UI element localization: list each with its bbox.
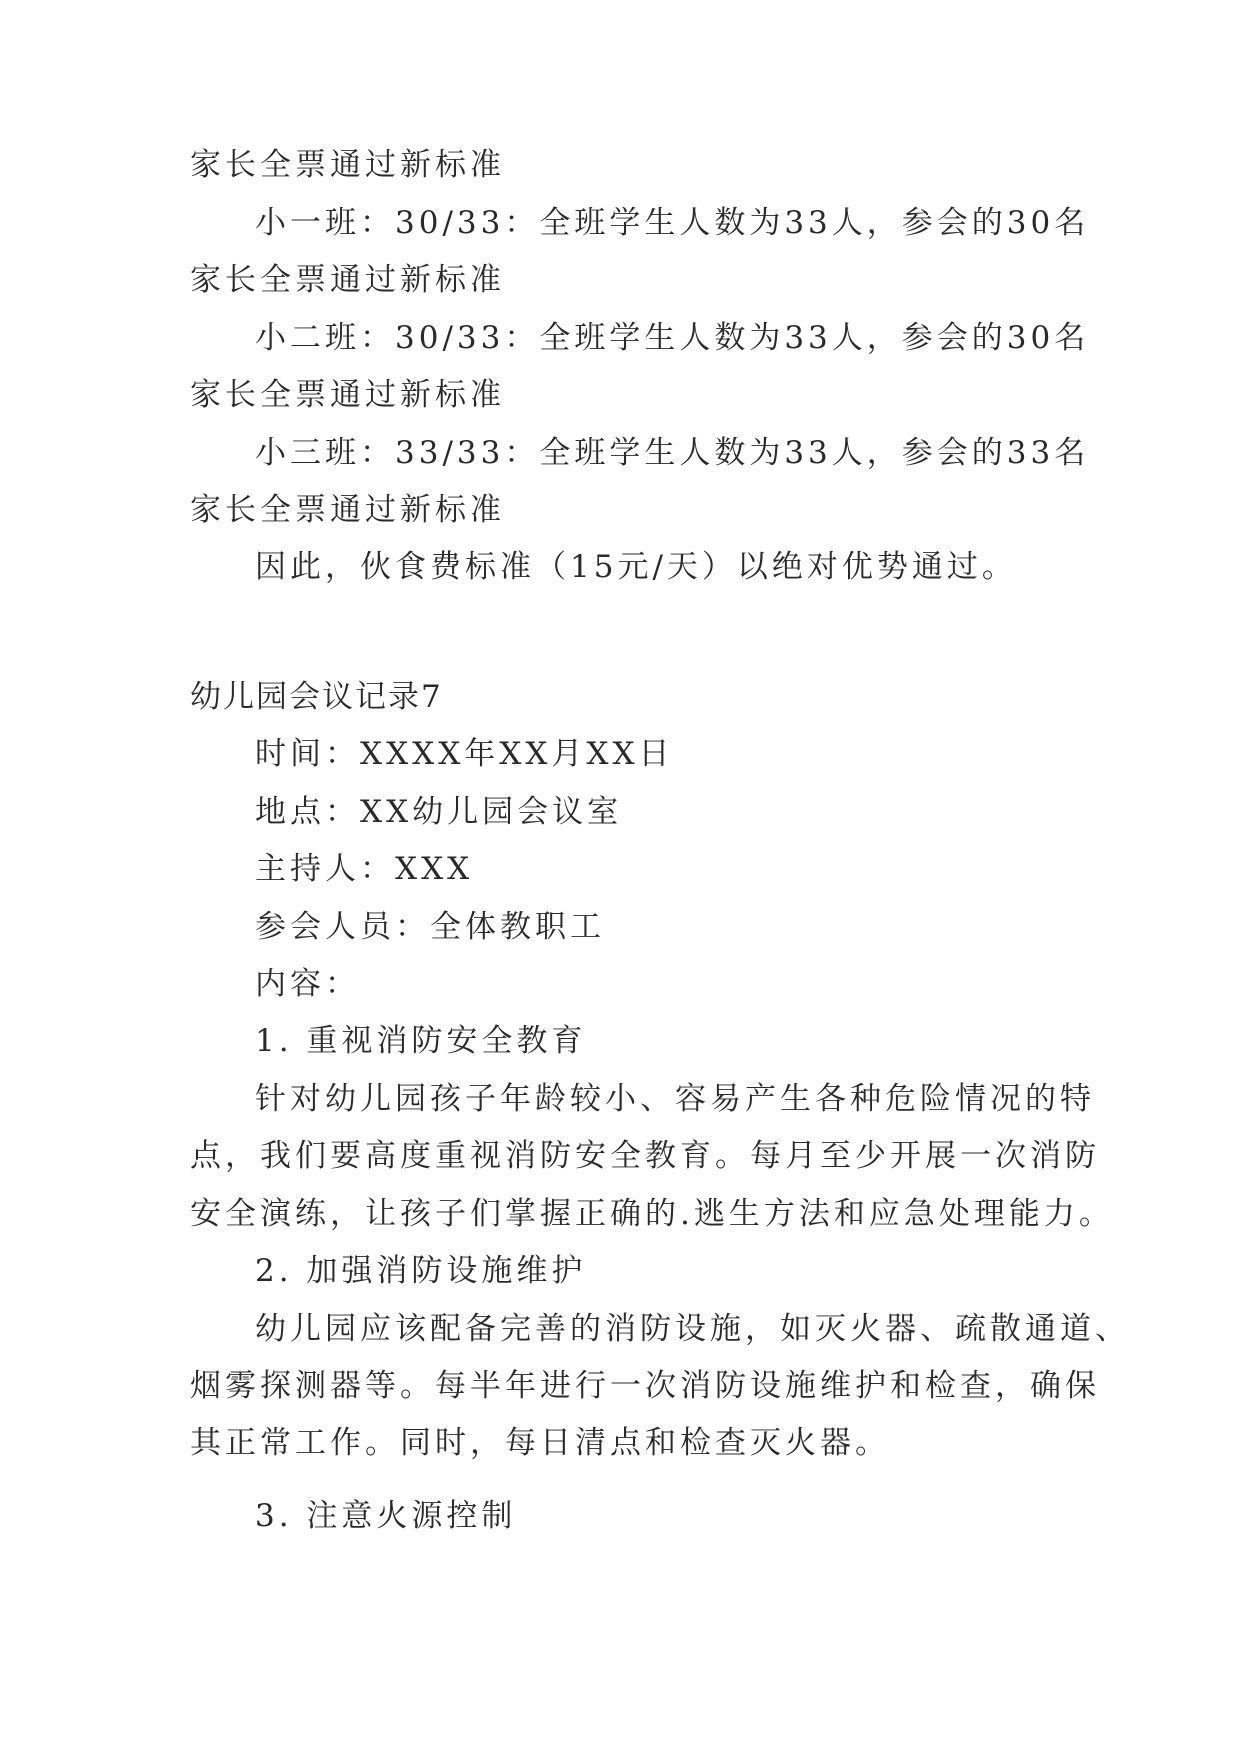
paragraph-line: 安全演练，让孩子们掌握正确的.逃生方法和应急处理能力。: [190, 1196, 1114, 1232]
paragraph-line: 小一班：30/33：全班学生人数为33人，参会的30名: [255, 205, 1090, 241]
paragraph-line: 小二班：30/33：全班学生人数为33人，参会的30名: [255, 320, 1090, 356]
paragraph-line: 幼儿园应该配备完善的消防设施，如灭火器、疏散通道、: [255, 1311, 1130, 1347]
meeting-time: 时间：XXXX年XX月XX日: [255, 736, 674, 772]
paragraph-line: 家长全票通过新标准: [190, 262, 505, 298]
paragraph-line: 点，我们要高度重视消防安全教育。每月至少开展一次消防: [190, 1138, 1100, 1174]
paragraph-line: 其正常工作。同时，每日清点和检查灭火器。: [190, 1425, 890, 1461]
paragraph-line: 家长全票通过新标准: [190, 147, 505, 183]
section-title: 幼儿园会议记录7: [190, 679, 443, 715]
paragraph-line: 因此，伙食费标准（15元/天）以绝对优势通过。: [255, 549, 1017, 585]
meeting-attendees: 参会人员：全体教职工: [255, 909, 605, 945]
paragraph-line: 家长全票通过新标准: [190, 377, 505, 413]
paragraph-line: 小三班：33/33：全班学生人数为33人，参会的33名: [255, 435, 1090, 471]
item-title: 2. 加强消防设施维护: [255, 1253, 587, 1289]
paragraph-line: 烟雾探测器等。每半年进行一次消防设施维护和检查，确保: [190, 1368, 1100, 1404]
item-title: 3. 注意火源控制: [255, 1498, 517, 1534]
meeting-place: 地点：XX幼儿园会议室: [255, 794, 623, 830]
item-title: 1. 重视消防安全教育: [255, 1023, 587, 1059]
paragraph-line: 针对幼儿园孩子年龄较小、容易产生各种危险情况的特: [255, 1081, 1095, 1117]
meeting-host: 主持人：XXX: [255, 851, 474, 887]
paragraph-line: 家长全票通过新标准: [190, 492, 505, 528]
content-label: 内容：: [255, 966, 360, 1002]
